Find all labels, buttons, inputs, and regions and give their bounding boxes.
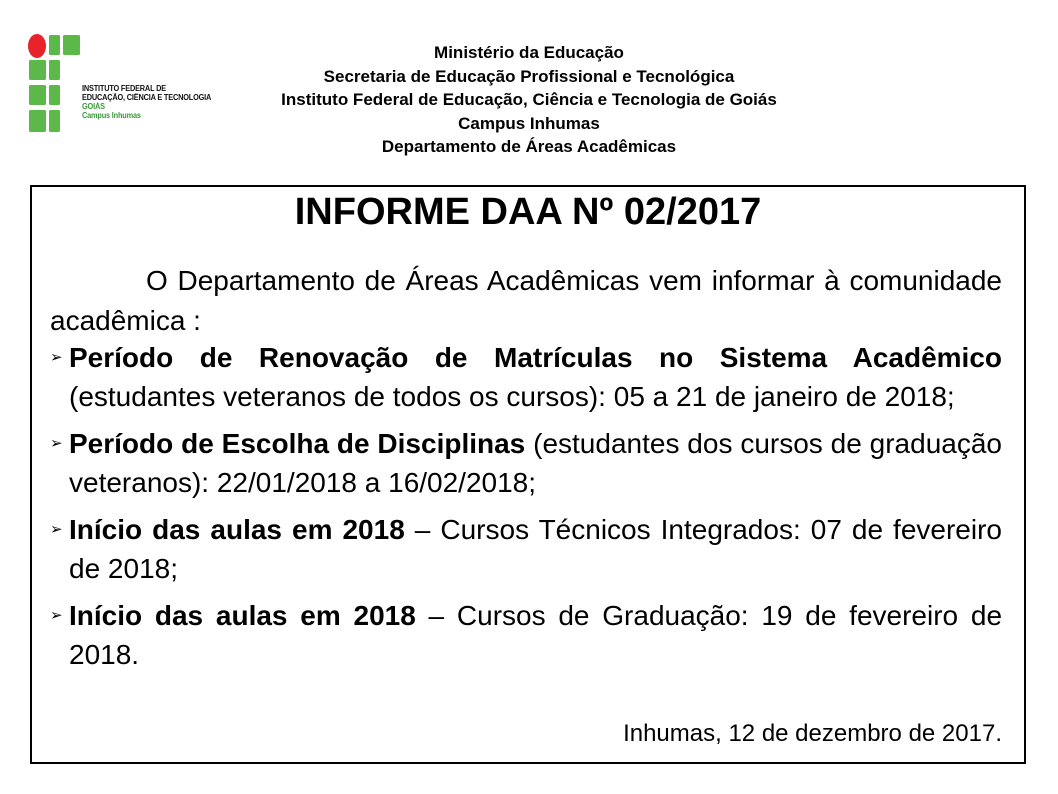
item-bold: Início das aulas em 2018: [69, 514, 405, 545]
logo-line: EDUCAÇÃO, CIÊNCIA E TECNOLOGIA: [82, 93, 212, 102]
logo-line: Campus Inhumas: [82, 111, 141, 120]
header-campus: Campus Inhumas: [458, 113, 600, 133]
list-item: [50, 597, 1002, 674]
logo-line: INSTITUTO FEDERAL DE: [82, 84, 166, 93]
arrow-bullet-icon: ➢: [50, 521, 63, 538]
item-text: – Cursos Técnicos Integrados: 07 de fevereiro de 2018;: [69, 514, 1002, 584]
item-bold: Período de Renovação de Matrículas no Sistema Acadêmico: [69, 342, 1002, 373]
notice-title: INFORME DAA Nº 02/2017: [294, 191, 762, 233]
notice-box: [30, 185, 1026, 764]
item-bold: Início das aulas em 2018: [69, 600, 416, 631]
document-header: [0, 41, 1058, 159]
item-bold: Período de Escolha de Disciplinas: [69, 428, 526, 459]
list-item: [50, 511, 1002, 588]
item-text: (estudantes dos cursos de graduação veteranos): 22/01/2018 a 16/02/2018;: [69, 428, 1002, 498]
arrow-bullet-icon: ➢: [50, 349, 63, 366]
logo-line: GOIÁS: [82, 102, 105, 111]
notice-list: [50, 339, 1002, 674]
item-text: (estudantes veteranos de todos os cursos): 05 a 21 de janeiro de 2018;: [69, 380, 955, 412]
header-department: Departamento de Áreas Acadêmicas: [381, 137, 677, 156]
header-institute: Instituto Federal de Educação, Ciência e Tecnologia de Goiás: [281, 90, 777, 109]
list-item: [50, 339, 1002, 416]
header-ministry: Ministério da Educação: [434, 43, 624, 62]
signature-date: Inhumas, 12 de dezembro de 2017.: [623, 720, 1002, 747]
notice-intro-text: O Departamento de Áreas Acadêmicas vem informar à comunidade acadêmica :: [50, 265, 1002, 336]
arrow-bullet-icon: ➢: [50, 607, 63, 624]
notice-intro: [50, 261, 1002, 341]
header-secretariat: Secretaria de Educação Profissional e Tecnológica: [323, 66, 735, 86]
arrow-bullet-icon: ➢: [50, 435, 63, 452]
item-text: – Cursos de Graduação: 19 de fevereiro de 2018.: [69, 600, 1003, 670]
list-item: [50, 425, 1002, 502]
